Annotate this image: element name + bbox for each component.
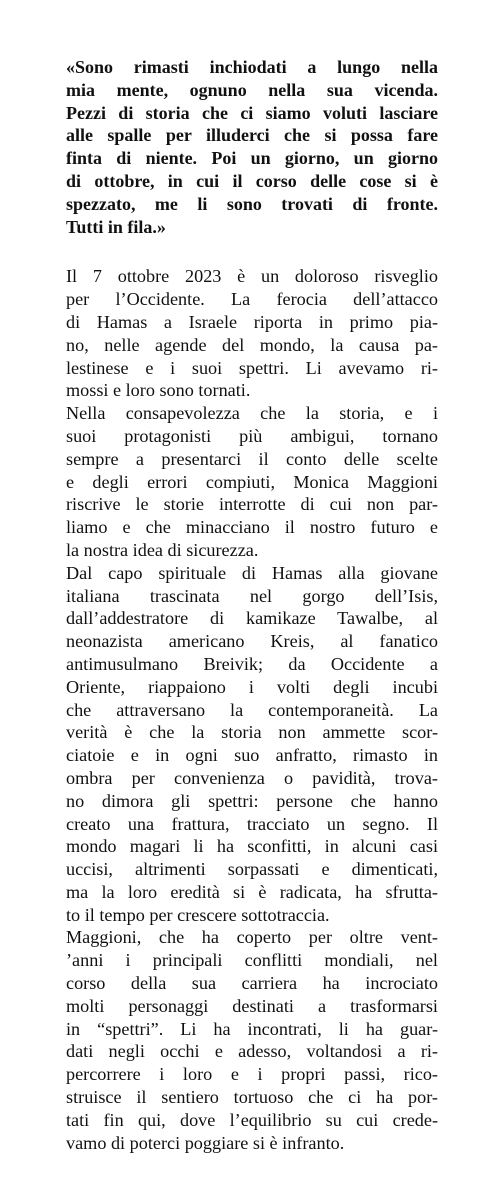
quote-line: spezzato, me li sono trovati di fronte. — [66, 193, 438, 214]
text-line: di Hamas a Israele riporta in primo pia- — [66, 311, 438, 332]
paragraph-3 — [66, 562, 438, 927]
text-line: Nella consapevolezza che la storia, e i — [66, 403, 438, 424]
text-line: che attraversano la contemporaneità. La — [66, 699, 438, 720]
text-line: sempre a presentarci il conto delle scelte — [66, 448, 438, 469]
text-line: tati fin qui, dove l’equilibrio su cui crede- — [66, 1109, 438, 1130]
text-line: mondo magari li ha sconfitti, in alcuni casi — [66, 836, 438, 857]
text-line: Maggioni, che ha coperto per oltre vent- — [66, 927, 438, 948]
text-line: ’anni i principali conflitti mondiali, nel — [66, 950, 438, 971]
text-line: e degli errori compiuti, Monica Maggioni — [66, 471, 438, 492]
text-line: percorrere i loro e i propri passi, rico- — [66, 1064, 438, 1085]
text-line: struisce il sentiero tortuoso che ci ha por- — [66, 1087, 438, 1108]
text-line: Dal capo spirituale di Hamas alla giovane — [66, 562, 438, 583]
text-line: per l’Occidente. La ferocia dell’attacco — [66, 289, 438, 310]
text-line: dati negli occhi e adesso, voltandosi a ri- — [66, 1041, 438, 1062]
quote-line: «Sono rimasti inchiodati a lungo nella — [66, 57, 438, 77]
text-line: antimusulmano Breivik; da Occidente a — [66, 653, 438, 674]
text-line: in “spettri”. Li ha incontrati, li ha guar- — [66, 1018, 438, 1039]
text-line: to il tempo per crescere sottotraccia. — [66, 904, 330, 925]
text-line: ciatoie e in ogni suo anfratto, rimasto in — [66, 745, 438, 766]
quote-line: mia mente, ognuno nella sua vicenda. — [66, 79, 438, 100]
spacer — [66, 238, 438, 265]
back-cover-text — [66, 56, 438, 1154]
text-line: la nostra idea di sicurezza. — [66, 539, 259, 560]
text-line: molti personaggi destinati a trasformarsi — [66, 995, 438, 1016]
quote-line: Tutti in fila.» — [66, 216, 166, 237]
text-line: creato una frattura, tracciato un segno. Il — [66, 813, 438, 834]
text-line: uccisi, altrimenti sorpassati e dimenticati, — [66, 859, 438, 880]
text-line: verità è che la storia non ammette scor- — [66, 722, 438, 743]
pull-quote — [66, 56, 438, 238]
text-line: riscrive le storie interrotte di cui non par- — [66, 494, 438, 515]
paragraph-1 — [66, 265, 438, 402]
quote-line: alle spalle per illuderci che si possa fare — [66, 125, 438, 146]
text-line: italiana trascinata nel gorgo dell’Isis, — [66, 585, 438, 606]
quote-line: finta di niente. Poi un giorno, un giorno — [66, 148, 438, 169]
text-line: mossi e loro sono tornati. — [66, 380, 251, 401]
text-line: no, nelle agende del mondo, la causa pa- — [66, 334, 438, 355]
text-line: neonazista americano Kreis, al fanatico — [66, 631, 438, 652]
text-line: liamo e che minacciano il nostro futuro e — [66, 517, 438, 538]
text-line: dall’addestratore di kamikaze Tawalbe, al — [66, 608, 438, 629]
text-line: vamo di poterci poggiare si è infranto. — [66, 1132, 345, 1153]
text-line: no dimora gli spettri: persone che hanno — [66, 790, 438, 811]
text-line: Il 7 ottobre 2023 è un doloroso risveglio — [66, 266, 438, 287]
text-line: corso della sua carriera ha incrociato — [66, 973, 438, 994]
paragraph-4 — [66, 926, 438, 1154]
quote-line: di ottobre, in cui il corso delle cose si è — [66, 170, 438, 191]
paragraph-2 — [66, 402, 438, 562]
quote-line: Pezzi di storia che ci siamo voluti lasciare — [66, 102, 438, 123]
text-line: lestinese e i suoi spettri. Li avevamo ri- — [66, 357, 438, 378]
text-line: ombra per convenienza o pavidità, trova- — [66, 767, 438, 788]
text-line: Oriente, riappaiono i volti degli incubi — [66, 676, 438, 697]
text-line: ma la loro eredità si è radicata, ha sfrutta- — [66, 881, 438, 902]
text-line: suoi protagonisti più ambigui, tornano — [66, 425, 438, 446]
